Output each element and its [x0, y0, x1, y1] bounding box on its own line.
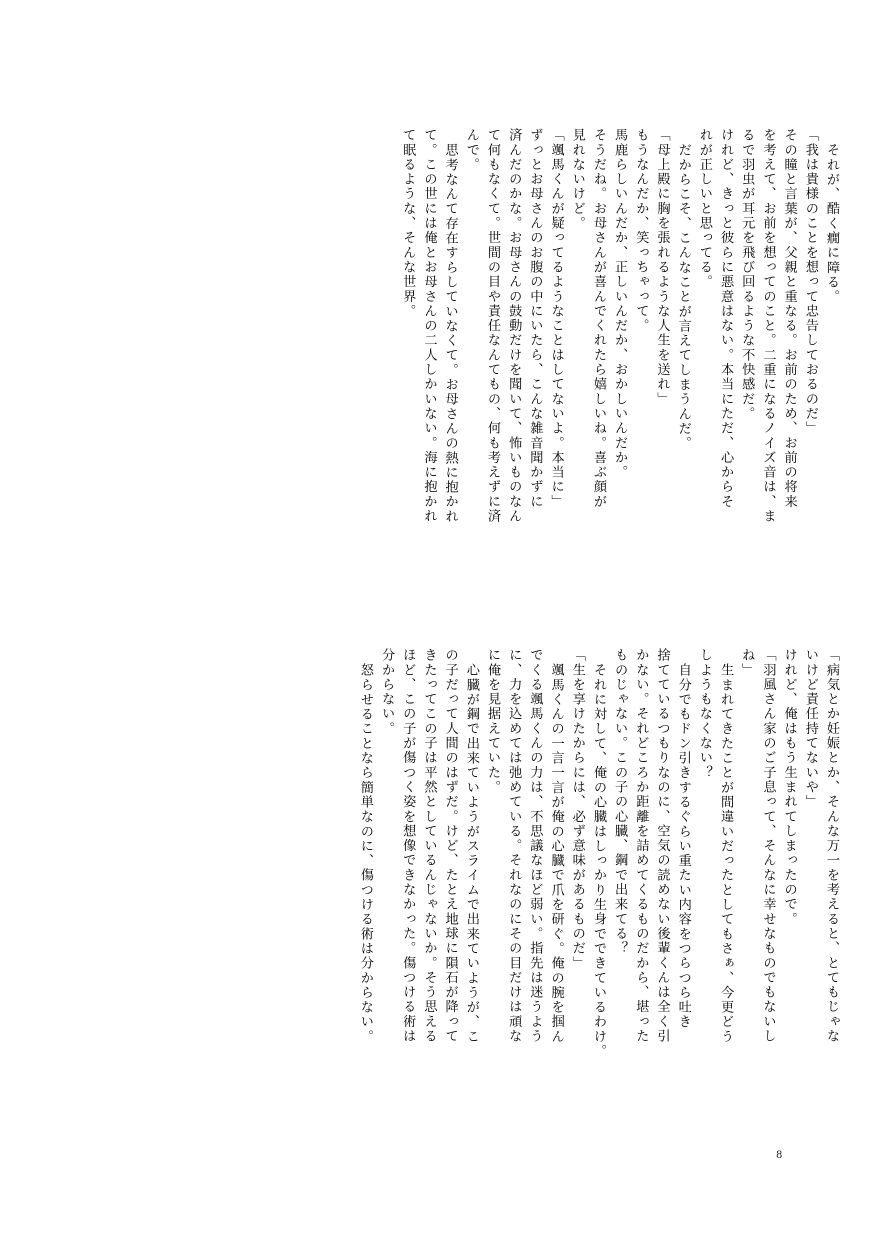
text-column: んで。	[463, 128, 479, 172]
text-column: て眠るような、そんな世界。	[400, 128, 416, 319]
text-column: 思考なんて存在すらしていなくて。お母さんの熱に抱かれ	[442, 142, 458, 524]
text-column: 馬鹿らしいんだか、正しいんだか、おかしいんだか。	[612, 128, 628, 480]
lower-text-block	[351, 648, 838, 1168]
text-column: を考えて、お前を想ってのこと。二重になるノイズ音は、ま	[760, 128, 776, 524]
text-column: もうなんだか、笑っちゃって。	[633, 128, 649, 334]
text-column: 済んだのかな。お母さんの鼓動だけを聞いて、怖いものなん	[506, 128, 522, 524]
text-column: だからこそ、こんなことが言えてしまうんだ。	[675, 142, 691, 451]
text-column: に俺を見据えていた。	[485, 648, 500, 795]
text-column: ほど、この子が傷つく姿を想像できなかった。傷つける術は	[400, 648, 416, 1044]
upper-text-block	[393, 128, 838, 648]
text-column: 「母上殿に胸を張れるような人生を送れ」	[654, 128, 670, 407]
text-column: るで羽虫が耳元を飛び回るような不快感だ。	[739, 128, 755, 421]
text-column: しようもなくない？	[696, 648, 712, 780]
text-column: 「我は貴様のことを想って忠告しておるのだ」	[802, 128, 818, 436]
text-column: そうだね。お母さんが喜んでくれたら嬉しいね。喜ぶ顔が	[590, 128, 606, 509]
text-column: それに対して、俺の心臓はしっかり生身でできているわけ。	[590, 662, 606, 1059]
text-column: それが、酷く癇に障る。	[824, 142, 839, 304]
text-column: れが正しいと思ってる。	[696, 128, 712, 290]
text-column: て何もなくて。世間の目や責任なんてもの、何も考えずに済	[485, 128, 500, 524]
text-column: 心臓が鋼で出来ていようがスライムで出来ていようが、こ	[463, 662, 479, 1044]
text-column: ね」	[739, 648, 755, 678]
text-column: の子だって人間のはずだ。けど、たとえ地球に隕石が降って	[442, 648, 458, 1044]
text-column: 自分でもドン引きするぐらい重たい内容をつらつら吐き	[675, 662, 691, 1029]
text-column: 分からない。	[379, 648, 395, 736]
text-column: 見れないけど。	[569, 128, 585, 231]
text-column: きたってこの子は平然としているんじゃないか。そう思える	[421, 648, 437, 1044]
text-column: かない。それどころか距離を詰めてくるものだから、堪った	[633, 648, 649, 1044]
text-column: けれど、きっと彼らに悪意はない。本当にただ、心からそ	[718, 128, 734, 509]
text-column: 「颯馬くんが疑ってるようなことはしてないよ。本当に」	[548, 128, 564, 509]
text-column: 生まれてきたことが間違いだったとしてもさぁ、今更どう	[718, 662, 734, 1044]
text-column: 捨てているつもりなのに、空気の読めない後輩くんは全く引	[654, 648, 670, 1044]
text-column: その瞳と言葉が、父親と重なる。お前のため、お前の将来	[781, 128, 797, 509]
text-column: に、力を込めては弛めている。それなのにその目だけは頑な	[506, 648, 522, 1044]
text-column: て。この世には俺とお母さんの二人しかいない。海に抱かれ	[421, 128, 437, 524]
text-column: いけど責任持てないや」	[802, 648, 818, 810]
text-column: 「生を享けたからには、必ず意味があるものだ」	[569, 648, 585, 971]
text-column: でくる颯馬くんの力は、不思議なほど弱い。指先は迷うよう	[527, 648, 543, 1044]
text-column: けれど、俺はもう生まれてしまったので。	[781, 648, 797, 927]
text-column: 「羽風さん家のご子息って、そんなに幸せなものでもないし	[760, 648, 776, 1044]
page-number: 8	[776, 1150, 783, 1161]
text-column: 怒らせることなら簡単なのに、傷つける術は分からない。	[357, 662, 373, 1044]
text-column: 颯馬くんの一言一言が俺の心臓で爪を研ぐ。俺の腕を掴ん	[548, 662, 564, 1044]
text-column: ものじゃない。この子の心臓、鋼で出来てる？	[612, 648, 628, 956]
text-column: 「病気とか妊娠とか、そんな万一を考えると、とてもじゃな	[824, 648, 839, 1044]
text-column: ずっとお母さんのお腹の中にいたら、こんな雑音聞かずに	[527, 128, 543, 509]
